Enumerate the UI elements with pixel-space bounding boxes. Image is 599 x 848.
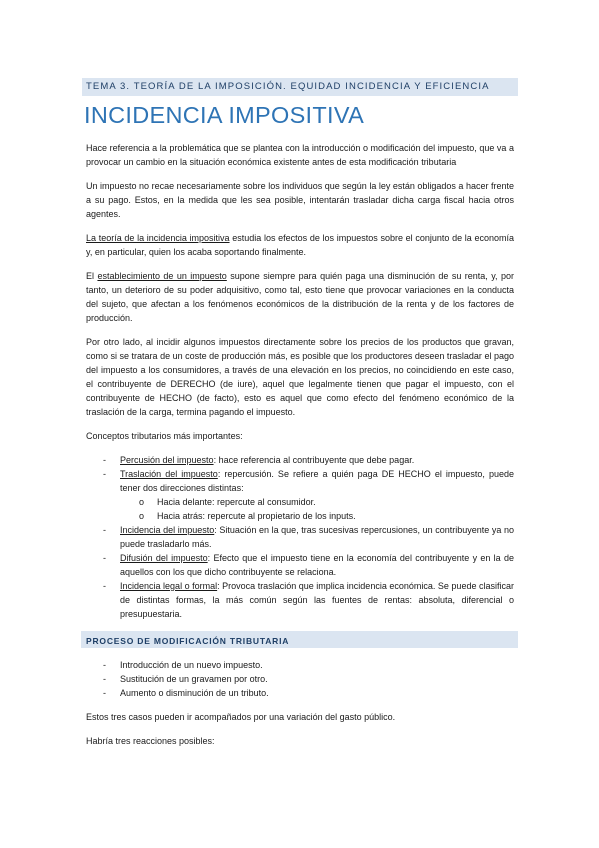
page-title: INCIDENCIA IMPOSITIVA	[84, 102, 365, 128]
concept-text: : Provoca traslación que implica incidencia económica. Se puede clasificar de distintas formas, la más común según las fuentes de rentas: absoluta, diferencial o presupuestaria.	[120, 581, 514, 619]
establecimiento-prefix: El	[86, 271, 98, 281]
concept-term: Traslación del impuesto	[120, 469, 218, 479]
concept-item-incidencia	[86, 523, 514, 551]
process-item: - Introducción de un nuevo impuesto.	[86, 658, 514, 672]
document-body	[86, 141, 514, 758]
concept-item-difusion	[86, 551, 514, 579]
traslacion-subitem: o Hacia delante: repercute al consumidor.	[120, 495, 514, 509]
concept-text: : repercusión. Se refiere a quién paga DE HECHO el impuesto, puede tener dos direcciones distintas:	[120, 469, 514, 493]
establecimiento-underlined-term: establecimiento de un impuesto	[97, 271, 227, 281]
concept-term: Difusión del impuesto	[120, 553, 208, 563]
process-list	[86, 658, 514, 700]
topic-header-band	[82, 78, 518, 96]
section-header-text: PROCESO DE MODIFICACIÓN TRIBUTARIA	[86, 636, 290, 646]
process-item: - Sustitución de un gravamen por otro.	[86, 672, 514, 686]
traslacion-subitem: o Hacia atrás: repercute al propietario de los inputs.	[120, 509, 514, 523]
paragraph-impuesto-recae: Un impuesto no recae necesariamente sobre los individuos que según la ley están obligados a hacer frente a su pago. Estos, en la medida que les sea posible, intentarán trasladar dicha carga fiscal hacia otros agentes.	[86, 181, 514, 219]
teoria-underlined-term: La teoría de la incidencia impositiva	[86, 233, 230, 243]
traslacion-sublist	[120, 495, 514, 523]
topic-header-text: TEMA 3. TEORÍA DE LA IMPOSICIÓN. EQUIDAD INCIDENCIA Y EFICIENCIA	[86, 81, 490, 92]
concepts-list	[86, 453, 514, 621]
paragraph-intro: Hace referencia a la problemática que se plantea con la introducción o modificación del impuesto, que va a provocar un cambio en la situación económica existente antes de esta modificación tributaria	[86, 143, 514, 167]
teoria-text: estudia los efectos de los impuestos sobre el conjunto de la economía y, en particular, quien los acaba soportando finalmente.	[86, 233, 514, 257]
paragraph-reacciones: Habría tres reacciones posibles:	[86, 736, 215, 746]
concept-term: Incidencia legal o formal	[120, 581, 218, 591]
paragraph-establecimiento	[86, 269, 514, 325]
establecimiento-text: supone siempre para quién paga una disminución de su renta, y, por tanto, un deterioro de su poder adquisitivo, como tal, esto tiene que provocar variaciones en la conducta del sujeto, que afectan a los fenómenos económicos de la distribución de la renta y de los factores de producción.	[86, 271, 514, 323]
process-item: - Aumento o disminución de un tributo.	[86, 686, 514, 700]
concept-text: : Situación en la que, tras sucesivas repercusiones, un contribuyente ya no puede trasladarlo más.	[120, 525, 514, 549]
paragraph-gasto-publico: Estos tres casos pueden ir acompañados por una variación del gasto público.	[86, 712, 396, 722]
concept-item-incidencia-legal	[86, 579, 514, 621]
concept-term: Percusión del impuesto	[120, 455, 214, 465]
concepts-heading: Conceptos tributarios más importantes:	[86, 431, 243, 441]
paragraph-otro-lado: Por otro lado, al incidir algunos impuestos directamente sobre los precios de los productos que gravan, como si se tratara de un coste de producción más, es posible que los productores deseen trasladar el pago del impuesto a los consumidores, a través de una elevación en los precios, no coincidiendo en este caso, el contribuyente de DERECHO (de iure), aquel que legalmente tienen que pagar el impuesto, con el contribuyente de HECHO (de facto), esto es aquel que como efecto del fenómeno económico de la traslación de la carga, termina pagando el impuesto.	[86, 337, 514, 417]
concept-text: : hace referencia al contribuyente que debe pagar.	[213, 455, 415, 465]
concept-term: Incidencia del impuesto	[120, 525, 215, 535]
section-header-band	[81, 631, 518, 648]
concept-text: : Efecto que el impuesto tiene en la economía del contribuyente y en la de aquellos con los que dicho contribuyente se relaciona.	[120, 553, 514, 577]
concept-item-traslacion	[86, 467, 514, 523]
paragraph-teoria	[86, 231, 514, 259]
concept-item-percusion	[86, 453, 514, 467]
